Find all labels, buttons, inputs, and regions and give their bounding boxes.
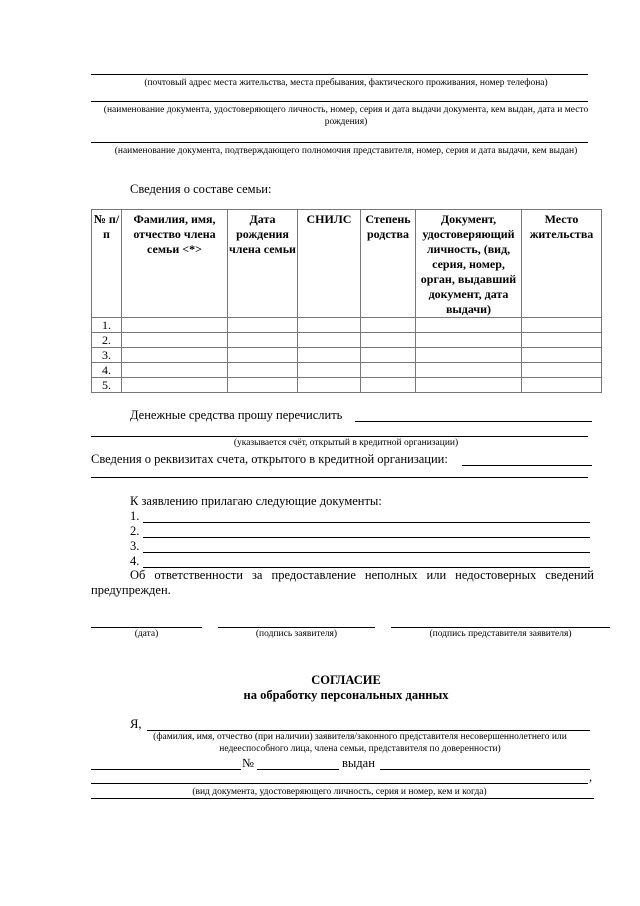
consent-issued-label: выдан xyxy=(342,756,375,770)
attachment-number: 1. xyxy=(130,509,140,523)
row-number: 5. xyxy=(92,378,122,393)
account-details-label: Сведения о реквизитах счета, открытого в кредитной организации: xyxy=(91,452,448,466)
consent-full-name-caption: (фамилия, имя, отчество (при наличии) заявителя/законного представителя несовершеннолетнего или недееспособного лица, члена семьи, представителя по доверенности) xyxy=(153,732,567,754)
attachment-field-3[interactable] xyxy=(143,540,590,553)
payment-account-field[interactable] xyxy=(355,409,592,422)
consent-doc-caption-underline xyxy=(91,798,594,799)
table-row xyxy=(92,333,602,348)
cell-identity-document[interactable] xyxy=(416,348,522,363)
cell-full-name[interactable] xyxy=(122,378,228,393)
col-relation: Степень родства xyxy=(361,210,416,318)
family-table-header xyxy=(92,210,602,318)
attachment-field-1[interactable] xyxy=(143,510,590,523)
cell-identity-document[interactable] xyxy=(416,363,522,378)
consent-number-label: № xyxy=(242,756,254,770)
cell-birth-date[interactable] xyxy=(228,333,298,348)
cell-identity-document[interactable] xyxy=(416,378,522,393)
cell-residence[interactable] xyxy=(522,363,602,378)
account-details-field[interactable] xyxy=(462,453,592,466)
table-row xyxy=(92,318,602,333)
consent-doc-caption: (вид документа, удостоверяющего личность, серия и номер, кем и когда) xyxy=(192,787,487,797)
consent-subtitle: на обработку персональных данных xyxy=(243,688,449,702)
attachments-title: К заявлению прилагаю следующие документы: xyxy=(130,494,382,508)
identity-doc-line xyxy=(91,101,588,102)
cell-snils[interactable] xyxy=(298,333,361,348)
consent-doc-type-field[interactable] xyxy=(91,757,241,770)
table-row xyxy=(92,378,602,393)
attachment-number: 3. xyxy=(130,539,140,553)
cell-residence[interactable] xyxy=(522,318,602,333)
authority-doc-line xyxy=(91,142,588,143)
consent-doc-line-2[interactable] xyxy=(91,771,588,784)
family-table xyxy=(91,209,602,393)
cell-residence[interactable] xyxy=(522,333,602,348)
payment-caption: (указывается счёт, открытый в кредитной организации) xyxy=(233,438,459,448)
cell-relation[interactable] xyxy=(361,378,416,393)
row-number: 1. xyxy=(92,318,122,333)
consent-full-name-field[interactable] xyxy=(147,718,590,731)
cell-full-name[interactable] xyxy=(122,348,228,363)
col-identity-document: Документ, удостоверяющий личность, (вид, серия, номер, орган, выдавший документ, дата выдачи) xyxy=(416,210,522,318)
row-number: 2. xyxy=(92,333,122,348)
cell-relation[interactable] xyxy=(361,363,416,378)
representative-signature-caption: (подпись представителя заявителя) xyxy=(429,629,572,639)
consent-issued-by-field[interactable] xyxy=(380,757,590,770)
table-row xyxy=(92,363,602,378)
attachment-field-2[interactable] xyxy=(143,525,590,538)
cell-identity-document[interactable] xyxy=(416,333,522,348)
family-section-title: Сведения о составе семьи: xyxy=(130,182,272,196)
cell-residence[interactable] xyxy=(522,348,602,363)
attachment-field-4[interactable] xyxy=(143,555,590,568)
payment-label: Денежные средства прошу перечислить xyxy=(130,408,343,422)
col-birth-date: Дата рождения члена семьи xyxy=(228,210,298,318)
cell-residence[interactable] xyxy=(522,378,602,393)
cell-full-name[interactable] xyxy=(122,333,228,348)
cell-relation[interactable] xyxy=(361,348,416,363)
cell-snils[interactable] xyxy=(298,348,361,363)
row-number: 3. xyxy=(92,348,122,363)
cell-snils[interactable] xyxy=(298,363,361,378)
consent-comma: , xyxy=(589,770,593,784)
col-full-name: Фамилия, имя, отчество члена семьи <*> xyxy=(122,210,228,318)
identity-doc-caption: (наименование документа, удостоверяющего личность, номер, серия и дата выдачи документа, кем выдан, дата и место рождения) xyxy=(103,105,589,127)
table-row xyxy=(92,348,602,363)
col-snils: СНИЛС xyxy=(298,210,361,318)
consent-doc-number-field[interactable] xyxy=(257,757,339,770)
row-number: 4. xyxy=(92,363,122,378)
attachment-number: 4. xyxy=(130,554,140,568)
cell-relation[interactable] xyxy=(361,333,416,348)
cell-relation[interactable] xyxy=(361,318,416,333)
cell-birth-date[interactable] xyxy=(228,378,298,393)
cell-birth-date[interactable] xyxy=(228,318,298,333)
cell-snils[interactable] xyxy=(298,318,361,333)
cell-identity-document[interactable] xyxy=(416,318,522,333)
authority-doc-caption: (наименование документа, подтверждающего полномочия представителя, номер, серия и дата выдачи, кем выдан) xyxy=(114,146,578,156)
cell-full-name[interactable] xyxy=(122,363,228,378)
cell-birth-date[interactable] xyxy=(228,363,298,378)
col-number: № п/п xyxy=(92,210,122,318)
attachment-number: 2. xyxy=(130,524,140,538)
address-caption: (почтовый адрес места жительства, места пребывания, фактического проживания, номер телефона) xyxy=(144,78,548,88)
date-caption: (дата) xyxy=(134,629,159,639)
consent-title: СОГЛАСИЕ xyxy=(311,673,381,687)
address-line xyxy=(91,74,588,75)
cell-snils[interactable] xyxy=(298,378,361,393)
applicant-signature-caption: (подпись заявителя) xyxy=(255,629,338,639)
col-residence: Место жительства xyxy=(522,210,602,318)
consent-i-label: Я, xyxy=(130,717,142,731)
responsibility-statement: Об ответственности за предоставление неполных или недостоверных сведений предупрежден. xyxy=(91,568,594,597)
account-details-line-2[interactable] xyxy=(91,477,588,478)
cell-birth-date[interactable] xyxy=(228,348,298,363)
cell-full-name[interactable] xyxy=(122,318,228,333)
